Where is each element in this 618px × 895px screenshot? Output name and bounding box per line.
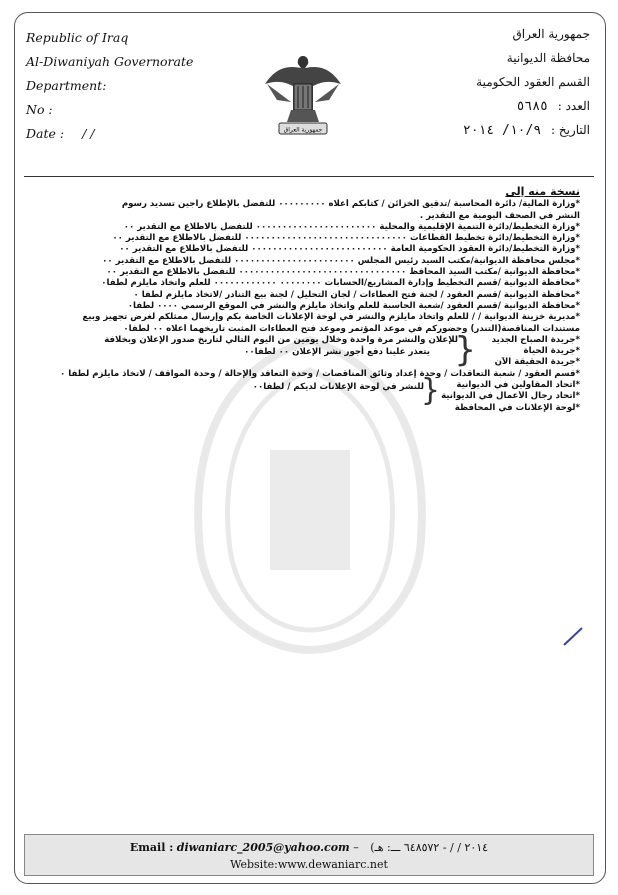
date-en-label: Date : [26,126,65,141]
list-item: *محافظة الديوانية /قسم التخطيط وإدارة المشاريع/الحسابات ٠٠٠٠٠٠٠٠ ٠٠٠٠٠٠٠٠٠٠٠٠ للعلم واتخاذ مايلزم لطفا٠ [101,278,580,289]
date-ar-label: التاريخ : [550,123,590,137]
board-item: *لوحة الإعلانات في المحافظة [454,402,580,413]
governorate-ar: محافظة الديوانية [506,51,590,65]
date-en-value: / / [82,126,95,141]
list-item: *وزارة التخطيط/دائرة التنمية الإقليمية والمحلية ٠٠٠٠٠٠٠٠٠٠٠٠٠٠٠٠٠٠٠٠٠٠٠ للتفضل بالاطلاع مع التقدير ٠٠ [123,221,580,232]
list-item: *وزارة التخطيط/دائرة تخطيط القطاعات ٠٠٠٠٠٠٠٠٠٠٠٠٠٠٠٠٠٠٠٠٠٠٠٠٠٠٠٠٠٠٠ للتفضل بالاطلاع مع التقدير ٠٠ [112,233,580,244]
header-english [26,26,193,146]
email-address[interactable]: diwaniarc_2005@yahoo.com [176,841,350,854]
newspapers-note-2: يتعذر علينا دفع أجور نشر الإعلان ٠٠ لطفا٠٠ [244,346,430,357]
list-item: مستندات المناقصة(التندر) وحضوركم في موعد المؤتمر وموعد فتح العطاءات المثبت تاريخهما أعلاه ٠٠ لطفا٠ [123,323,580,334]
list-item: *مجلس محافظة الديوانية/مكتب السيد رئيس المجلس ٠٠٠٠٠٠٠٠٠٠٠٠٠٠٠٠٠٠٠٠٠٠٠ للتفضل بالاطلاع مع التقدير ٠٠ [102,255,580,266]
email-separator: – [353,841,359,854]
date-ar-value: ١٠/٩/ ٢٠١٤ [462,123,542,138]
governorate-en: Al-Diwaniyah Governorate [26,54,194,69]
country-ar: جمهورية العراق [512,27,590,41]
newspaper-item: *جريدة الصباح الجديد [491,334,580,345]
list-item: *وزارة المالية/ دائرة المحاسبة /تدقيق الخزائن / كتابكم أعلاه ٠٠٠٠٠٠٠٠٠ للتفضل بالإطلاع راجين تسديد رسوم [121,199,580,210]
website-link[interactable]: Website:www.dewaniarc.net [230,858,388,871]
header-arabic [457,22,590,142]
number-ar-label: العدد : [557,99,590,113]
department-ar: القسم العقود الحكومية [476,75,590,89]
distribution-list [60,186,580,414]
copy-to-title: نسخة منه إلى [505,186,580,198]
list-item: *وزارة التخطيط/دائرة العقود الحكومية العامة ٠٠٠٠٠٠٠٠٠٠٠٠٠٠٠٠٠٠٠٠٠٠٠٠٠٠ للتفضل بالاطلاع مع التقدير ٠٠ [119,244,580,255]
boards-note: للنشر في لوحة الإعلانات لديكم / لطفا٠٠ [252,382,424,393]
newspapers-group [60,329,580,370]
country-en: Republic of Iraq [26,30,129,45]
newspaper-item: *جريدة الحياة [523,346,580,357]
newspapers-brace: { [454,329,476,370]
iraq-eagle-emblem [263,50,343,140]
boards-brace: { [420,373,440,409]
list-item: *محافظة الديوانية /قسم العقود / لجنة فتح العطاءات / لجان التحليل / لجنة بيع التنادر /لاتخاذ مايلزم لطفا ٠ [133,289,580,300]
footer-email-line [25,839,593,856]
list-item: *محافظة الديوانية /مكتب السيد المحافظ ٠٠٠٠٠٠٠٠٠٠٠٠٠٠٠٠٠٠٠٠٠٠٠٠٠٠٠٠٠٠٠٠ للتفضل بالاطلاع مع التقدير ٠٠ [106,267,580,278]
number-ar [457,94,590,118]
email-label: Email : [129,841,174,854]
list-item: *مديرية خزينة الديوانية / / للعلم واتخاذ مايلزم والنشر في لوحة الإعلانات الخاصة بكم وإرسال ممثلكم لغرض تجهيز وبيع [82,312,580,323]
board-item: *اتحاد رجال الأعمال في الديوانية [441,391,580,402]
board-item: *اتحاد المقاولين في الديوانية [456,380,580,391]
footer-contact [24,834,594,876]
newspapers-note: للإعلان والنشر مرة واحدة وخلال يومين من اليوم التالي لتاريخ صدور الإعلان وبخلافة [104,334,458,345]
pen-stroke-mark [562,625,584,647]
header-divider [24,176,594,177]
date-en [26,122,193,146]
department-en: Department: [26,78,107,93]
contracts-line: *قسم العقود / شعبة التعاقدات / وحدة إعداد وثائق المناقصات / وحدة التعاقد والإحالة / وحدة المواقف / لاتخاذ مايلزم لطفا ٠ [60,368,580,379]
emblem-caption: جمهورية العراق [283,126,323,134]
phone-number: (٢٠١٤ / / - ٦٤٨٥٧٢ ـــ: هـ [370,841,489,854]
list-item: النشر في الصحف اليومية مع التقدير . [419,210,580,221]
number-en: No : [26,102,53,117]
list-item: *محافظة الديوانية /قسم العقود /شعبة الحاسبة للعلم واتخاذ مايلزم والنشر في الموقع الرسمي ٠٠٠٠ لطفا٠ [127,300,580,311]
newspaper-item: *جريدة الحقيقة الآن [494,357,580,368]
date-ar [457,118,590,142]
number-ar-value: ٥٦٨٥ [516,99,548,114]
